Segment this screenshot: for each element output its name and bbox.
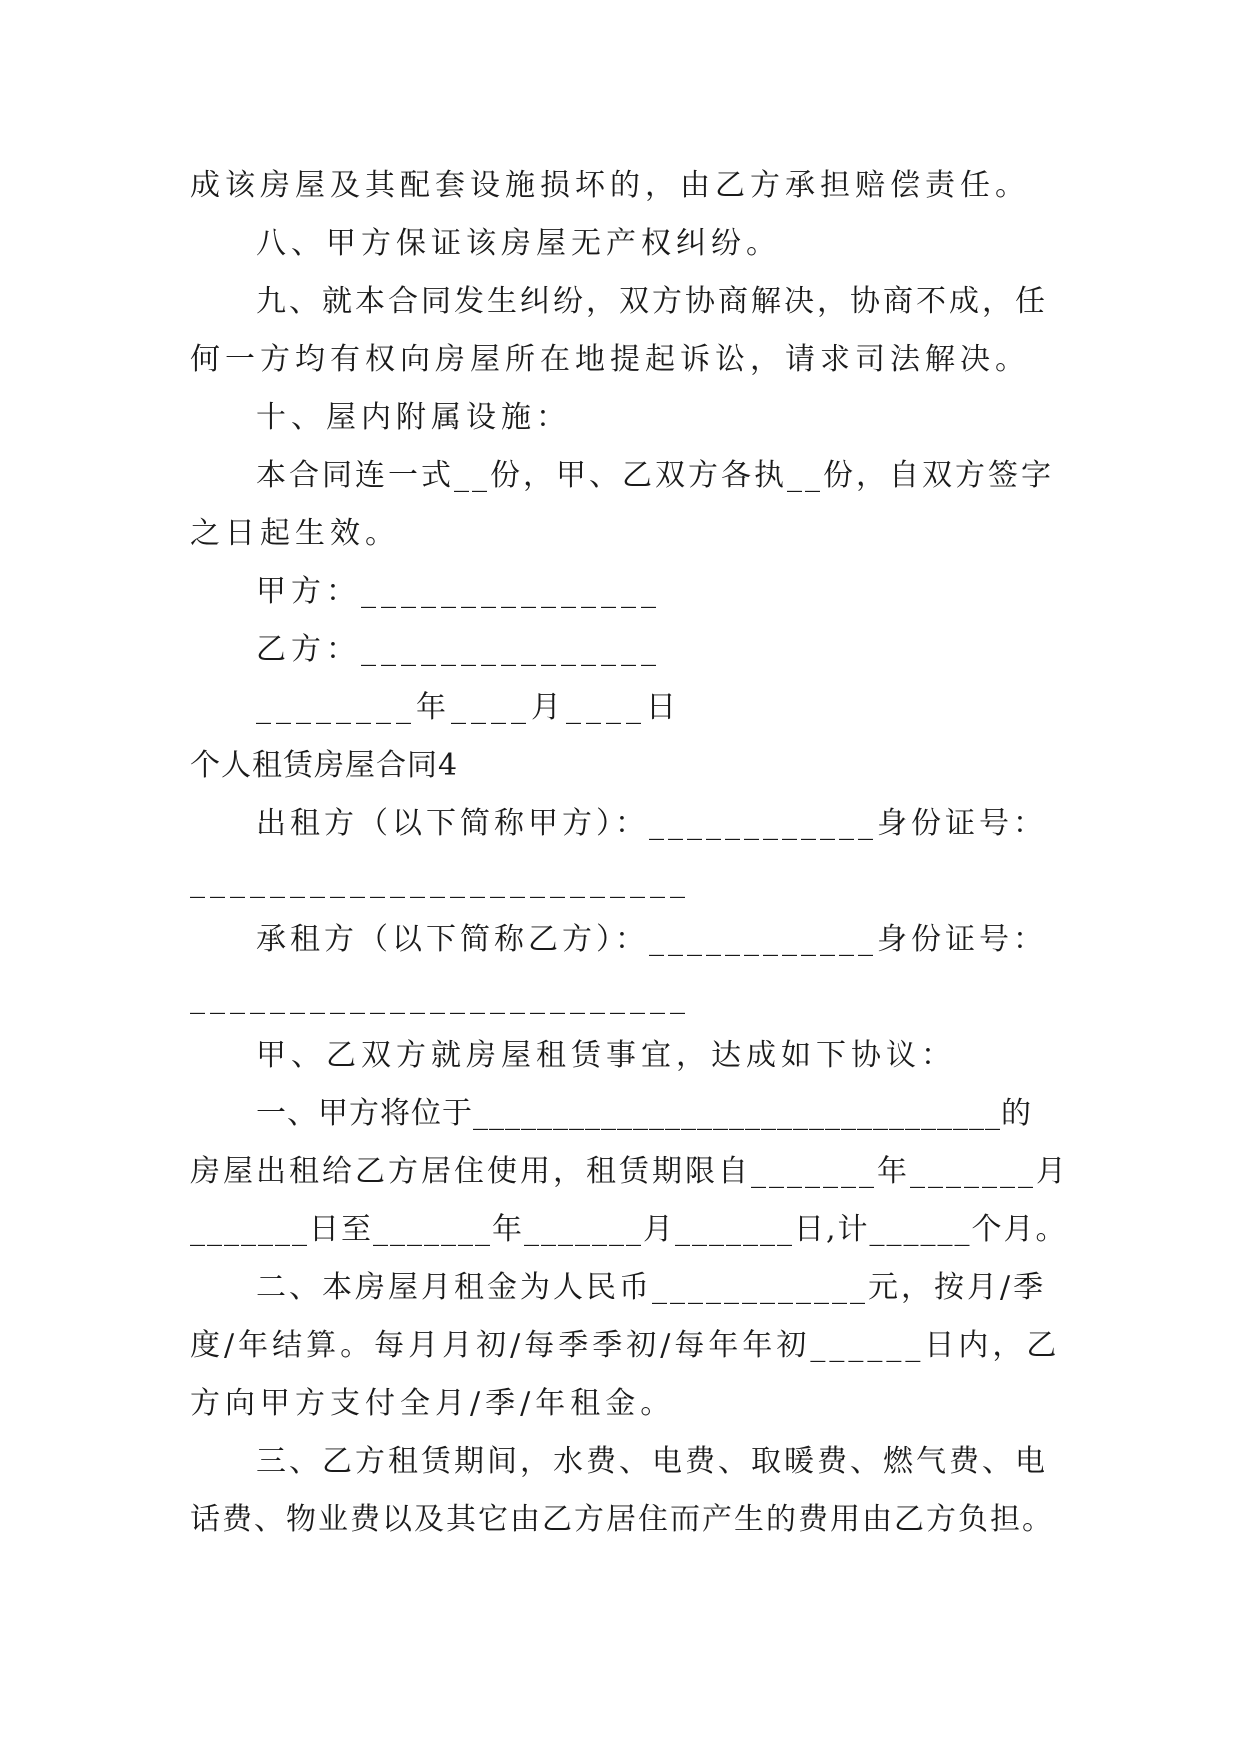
clause-3: 三、乙方租赁期间，水费、电费、取暖费、燃气费、电 xyxy=(256,1444,1048,1479)
lessor-line: 出租方（以下简称甲方）：____________身份证号： xyxy=(256,806,1047,841)
clause-2: 二、本房屋月租金为人民币____________元，按月/季 xyxy=(256,1270,1047,1305)
party-a-signature: 甲方：_______________ xyxy=(256,574,661,609)
text-line: 话费、物业费以及其它由乙方居住而产生的费用由乙方负担。 xyxy=(190,1502,1054,1537)
text-line: 房屋出租给乙方居住使用，租赁期限自_______年_______月 xyxy=(190,1154,1069,1189)
text-line: _______日至_______年_______月_______日,计______个月。 xyxy=(190,1212,1068,1247)
text-line: 本合同连一式__份，甲、乙双方各执__份，自双方签字 xyxy=(256,458,1054,493)
blank-line: _________________________ xyxy=(190,864,690,899)
clause-8: 八、甲方保证该房屋无产权纠纷。 xyxy=(256,226,781,261)
party-b-signature: 乙方：_______________ xyxy=(256,632,661,667)
blank-line: _________________________ xyxy=(190,980,690,1015)
text-line: 成该房屋及其配套设施损坏的，由乙方承担赔偿责任。 xyxy=(190,168,1030,203)
text-line: 之日起生效。 xyxy=(190,516,400,551)
clause-10: 十、屋内附属设施： xyxy=(256,400,571,435)
lessee-line: 承租方（以下简称乙方）：____________身份证号： xyxy=(256,922,1047,957)
document-page xyxy=(190,0,1070,1754)
text-line: 方向甲方支付全月/季/年租金。 xyxy=(190,1386,676,1421)
signature-date: ________年____月____日 xyxy=(256,690,681,725)
clause-1: 一、甲方将位于_________________________________的 xyxy=(256,1096,1032,1131)
clause-9: 九、就本合同发生纠纷，双方协商解决，协商不成，任 xyxy=(256,284,1048,319)
text-line: 何一方均有权向房屋所在地提起诉讼，请求司法解决。 xyxy=(190,342,1030,377)
contract-title: 个人租赁房屋合同4 xyxy=(190,748,459,783)
agreement-intro: 甲、乙双方就房屋租赁事宜，达成如下协议： xyxy=(256,1038,956,1073)
text-line: 度/年结算。每月月初/每季季初/每年年初______日内，乙 xyxy=(190,1328,1061,1363)
